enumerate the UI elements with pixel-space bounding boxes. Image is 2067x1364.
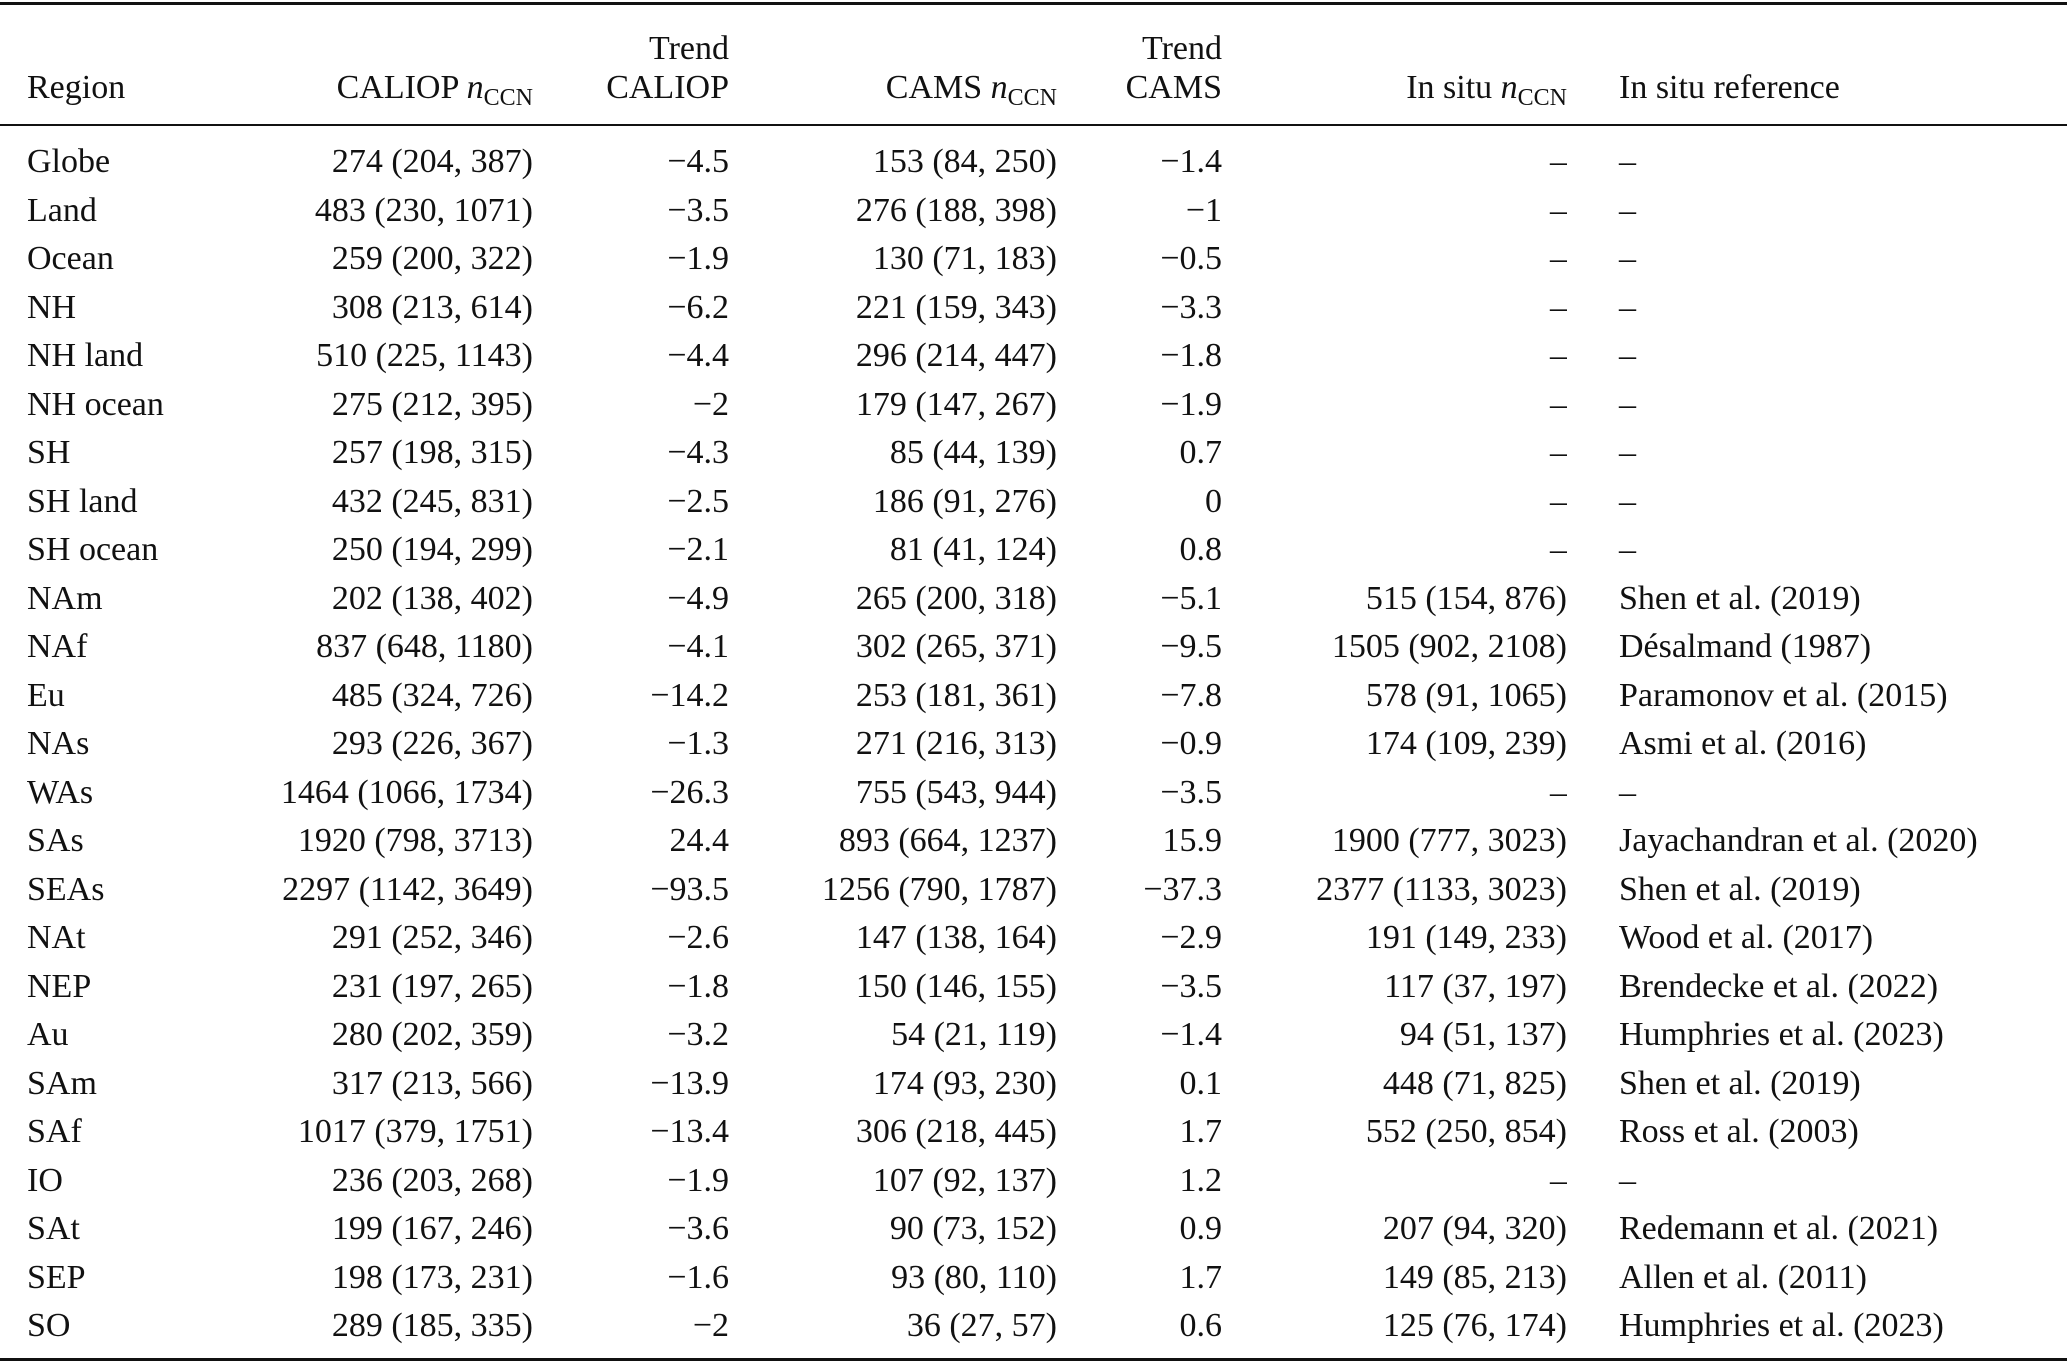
cell-trend-caliop: −13.4 (650, 1113, 729, 1151)
cell-trend-cams: −1.4 (1160, 143, 1222, 181)
cell-caliop-nccn: 1920 (798, 3713) (297, 822, 533, 860)
cell-region: SAm (27, 1064, 97, 1102)
cell-trend-cams: 1.2 (1179, 1161, 1222, 1199)
cell-cams-nccn: 130 (71, 183) (872, 240, 1057, 278)
cell-trend-cams: −2.9 (1160, 919, 1222, 957)
table-body (0, 138, 2067, 1351)
cell-insitu-nccn: – (1550, 773, 1567, 811)
cell-insitu-reference: – (1619, 385, 1636, 423)
cell-cams-nccn: 107 (92, 137) (872, 1161, 1057, 1199)
table-row (0, 284, 2067, 333)
table-row (0, 429, 2067, 478)
header-region: Region (27, 69, 126, 106)
table-row (0, 187, 2067, 236)
cell-caliop-nccn: 236 (203, 268) (331, 1161, 533, 1199)
table-row (0, 1254, 2067, 1303)
cell-insitu-nccn: – (1550, 531, 1567, 569)
cell-insitu-nccn: 515 (154, 876) (1365, 579, 1567, 617)
table-row (0, 1157, 2067, 1206)
cell-insitu-reference: – (1619, 434, 1636, 472)
cell-cams-nccn: 85 (44, 139) (889, 434, 1057, 472)
cell-cams-nccn: 186 (91, 276) (872, 482, 1057, 520)
cell-insitu-reference: Allen et al. (2011) (1619, 1258, 1867, 1296)
cell-cams-nccn: 93 (80, 110) (891, 1258, 1057, 1296)
cell-region: SEAs (27, 870, 105, 908)
table-row (0, 478, 2067, 527)
cell-insitu-reference: Wood et al. (2017) (1619, 919, 1874, 957)
cell-insitu-reference: Ross et al. (2003) (1619, 1113, 1859, 1151)
cell-region: SEP (27, 1258, 86, 1296)
cell-cams-nccn: 90 (73, 152) (889, 1210, 1057, 1248)
cell-insitu-nccn: – (1550, 288, 1567, 326)
cell-caliop-nccn: 250 (194, 299) (331, 531, 533, 569)
cell-insitu-nccn: 125 (76, 174) (1382, 1307, 1567, 1345)
cell-trend-caliop: −1.6 (667, 1258, 729, 1296)
cell-region: Au (27, 1016, 69, 1054)
cell-trend-caliop: −4.5 (667, 143, 729, 181)
table-row (0, 332, 2067, 381)
cell-insitu-reference: Shen et al. (2019) (1619, 870, 1861, 908)
cell-insitu-nccn: 207 (94, 320) (1382, 1210, 1567, 1248)
cell-region: Eu (27, 676, 65, 714)
cell-trend-caliop: −2.5 (667, 482, 729, 520)
cell-insitu-nccn: 2377 (1133, 3023) (1316, 870, 1567, 908)
cell-trend-cams: −1.4 (1160, 1016, 1222, 1054)
cell-trend-cams: 1.7 (1179, 1113, 1222, 1151)
cell-region: NH ocean (27, 385, 164, 423)
table-row (0, 769, 2067, 818)
cell-trend-caliop: 24.4 (669, 822, 729, 860)
cell-cams-nccn: 302 (265, 371) (855, 628, 1057, 666)
table-row (0, 235, 2067, 284)
cell-region: NAm (27, 579, 103, 617)
cell-cams-nccn: 174 (93, 230) (872, 1064, 1057, 1102)
table-bottom-rule (0, 1358, 2067, 1361)
cell-region: IO (27, 1161, 63, 1199)
cell-caliop-nccn: 1017 (379, 1751) (297, 1113, 533, 1151)
cell-trend-cams: −0.5 (1160, 240, 1222, 278)
cell-insitu-reference: – (1619, 240, 1636, 278)
cell-caliop-nccn: 259 (200, 322) (331, 240, 533, 278)
table-row (0, 914, 2067, 963)
cell-caliop-nccn: 275 (212, 395) (331, 385, 533, 423)
cell-trend-cams: 0.9 (1179, 1210, 1222, 1248)
header-cams-nccn: CAMS $n_{CCN}$ (885, 69, 1057, 111)
cell-caliop-nccn: 317 (213, 566) (331, 1064, 533, 1102)
cell-trend-caliop: −3.6 (667, 1210, 729, 1248)
cell-trend-caliop: −93.5 (650, 870, 729, 908)
cell-insitu-reference: Paramonov et al. (2015) (1619, 676, 1948, 714)
table-row (0, 866, 2067, 915)
cell-trend-cams: 0.1 (1179, 1064, 1222, 1102)
cell-trend-cams: 1.7 (1179, 1258, 1222, 1296)
cell-cams-nccn: 271 (216, 313) (855, 725, 1057, 763)
cell-cams-nccn: 755 (543, 944) (855, 773, 1057, 811)
cell-region: NH land (27, 337, 144, 375)
table-row (0, 1011, 2067, 1060)
cell-caliop-nccn: 199 (167, 246) (331, 1210, 533, 1248)
cell-trend-caliop: −1.9 (667, 240, 729, 278)
cell-insitu-reference: Humphries et al. (2023) (1619, 1016, 1944, 1054)
cell-cams-nccn: 147 (138, 164) (855, 919, 1057, 957)
cell-insitu-nccn: 94 (51, 137) (1399, 1016, 1567, 1054)
cell-trend-cams: −1 (1185, 191, 1222, 229)
cell-cams-nccn: 81 (41, 124) (889, 531, 1057, 569)
cell-trend-caliop: −3.2 (667, 1016, 729, 1054)
cell-caliop-nccn: 483 (230, 1071) (314, 191, 533, 229)
cell-insitu-nccn: – (1550, 143, 1567, 181)
cell-cams-nccn: 893 (664, 1237) (838, 822, 1057, 860)
cell-insitu-reference: – (1619, 482, 1636, 520)
cell-caliop-nccn: 293 (226, 367) (331, 725, 533, 763)
cell-trend-caliop: −1.9 (667, 1161, 729, 1199)
cell-region: NAt (27, 919, 86, 957)
cell-cams-nccn: 179 (147, 267) (855, 385, 1057, 423)
table-row (0, 575, 2067, 624)
cell-insitu-nccn: – (1550, 1161, 1567, 1199)
cell-caliop-nccn: 198 (173, 231) (331, 1258, 533, 1296)
cell-region: SAf (27, 1113, 82, 1151)
cell-region: NAf (27, 628, 88, 666)
cell-insitu-reference: Shen et al. (2019) (1619, 1064, 1861, 1102)
table-row (0, 1205, 2067, 1254)
cell-insitu-reference: Humphries et al. (2023) (1619, 1307, 1944, 1345)
cell-trend-caliop: −2 (692, 385, 729, 423)
header-trend-caliop-line1: Trend (649, 30, 729, 67)
cell-trend-cams: −3.5 (1160, 967, 1222, 1005)
cell-insitu-nccn: 174 (109, 239) (1365, 725, 1567, 763)
cell-trend-caliop: −26.3 (650, 773, 729, 811)
cell-trend-caliop: −4.1 (667, 628, 729, 666)
cell-caliop-nccn: 257 (198, 315) (331, 434, 533, 472)
cell-caliop-nccn: 432 (245, 831) (331, 482, 533, 520)
cell-insitu-nccn: 1505 (902, 2108) (1331, 628, 1567, 666)
cell-caliop-nccn: 280 (202, 359) (331, 1016, 533, 1054)
cell-insitu-reference: – (1619, 288, 1636, 326)
cell-region: SAt (27, 1210, 80, 1248)
table-row (0, 963, 2067, 1012)
table-row (0, 672, 2067, 721)
header-trend-cams-line1: Trend (1142, 30, 1222, 67)
cell-caliop-nccn: 308 (213, 614) (331, 288, 533, 326)
header-trend-caliop-line2: CALIOP (606, 69, 729, 106)
cell-region: Land (27, 191, 97, 229)
cell-trend-caliop: −3.5 (667, 191, 729, 229)
cell-trend-caliop: −2 (692, 1307, 729, 1345)
cell-trend-cams: −3.3 (1160, 288, 1222, 326)
cell-insitu-nccn: – (1550, 337, 1567, 375)
cell-insitu-reference: – (1619, 1161, 1636, 1199)
cell-caliop-nccn: 202 (138, 402) (331, 579, 533, 617)
cell-trend-caliop: −13.9 (650, 1064, 729, 1102)
table-header (0, 0, 2067, 138)
cell-insitu-reference: – (1619, 773, 1636, 811)
cell-insitu-nccn: 117 (37, 197) (1384, 967, 1567, 1005)
table-row (0, 720, 2067, 769)
cell-trend-cams: −1.8 (1160, 337, 1222, 375)
cell-trend-cams: −1.9 (1160, 385, 1222, 423)
header-caliop-nccn: CALIOP $n_{CCN}$ (336, 69, 533, 111)
cell-cams-nccn: 276 (188, 398) (855, 191, 1057, 229)
cell-insitu-nccn: 578 (91, 1065) (1365, 676, 1567, 714)
cell-trend-cams: 0.6 (1179, 1307, 1222, 1345)
cell-insitu-reference: – (1619, 143, 1636, 181)
header-insitu-reference: In situ reference (1619, 69, 1840, 106)
cell-trend-caliop: −2.6 (667, 919, 729, 957)
cell-insitu-nccn: – (1550, 240, 1567, 278)
cell-caliop-nccn: 231 (197, 265) (331, 967, 533, 1005)
header-insitu-nccn: In situ $n_{CCN}$ (1406, 69, 1567, 111)
cell-cams-nccn: 221 (159, 343) (855, 288, 1057, 326)
cell-insitu-nccn: – (1550, 385, 1567, 423)
cell-region: SH (27, 434, 71, 472)
cell-trend-cams: 15.9 (1162, 822, 1222, 860)
cell-trend-caliop: −4.4 (667, 337, 729, 375)
cell-region: SO (27, 1307, 71, 1345)
cell-trend-cams: −9.5 (1160, 628, 1222, 666)
cell-trend-cams: −37.3 (1143, 870, 1222, 908)
table-row (0, 1060, 2067, 1109)
table-row (0, 817, 2067, 866)
cell-caliop-nccn: 1464 (1066, 1734) (280, 773, 533, 811)
cell-cams-nccn: 36 (27, 57) (906, 1307, 1057, 1345)
cell-trend-caliop: −4.3 (667, 434, 729, 472)
cell-insitu-nccn: 191 (149, 233) (1365, 919, 1567, 957)
table-row (0, 1108, 2067, 1157)
cell-cams-nccn: 265 (200, 318) (855, 579, 1057, 617)
cell-insitu-nccn: 552 (250, 854) (1365, 1113, 1567, 1151)
cell-region: NH (27, 288, 77, 326)
cell-trend-caliop: −1.3 (667, 725, 729, 763)
table-row (0, 623, 2067, 672)
cell-cams-nccn: 306 (218, 445) (855, 1113, 1057, 1151)
cell-trend-cams: −7.8 (1160, 676, 1222, 714)
cell-trend-caliop: −1.8 (667, 967, 729, 1005)
cell-trend-cams: 0.7 (1179, 434, 1222, 472)
cell-trend-cams: −3.5 (1160, 773, 1222, 811)
table-row (0, 381, 2067, 430)
cell-caliop-nccn: 837 (648, 1180) (316, 628, 533, 666)
cell-region: SH land (27, 482, 138, 520)
cell-region: Globe (27, 143, 111, 181)
cell-cams-nccn: 253 (181, 361) (855, 676, 1057, 714)
cell-caliop-nccn: 274 (204, 387) (331, 143, 533, 181)
cell-insitu-nccn: – (1550, 434, 1567, 472)
cell-caliop-nccn: 485 (324, 726) (331, 676, 533, 714)
cell-insitu-nccn: 448 (71, 825) (1382, 1064, 1567, 1102)
cell-cams-nccn: 150 (146, 155) (855, 967, 1057, 1005)
cell-insitu-reference: Shen et al. (2019) (1619, 579, 1861, 617)
cell-insitu-nccn: – (1550, 191, 1567, 229)
cell-insitu-nccn: – (1550, 482, 1567, 520)
cell-cams-nccn: 1256 (790, 1787) (821, 870, 1057, 908)
cell-insitu-nccn: 149 (85, 213) (1382, 1258, 1567, 1296)
cell-cams-nccn: 296 (214, 447) (855, 337, 1057, 375)
table-row (0, 138, 2067, 187)
cell-trend-caliop: −4.9 (667, 579, 729, 617)
cell-insitu-reference: Redemann et al. (2021) (1619, 1210, 1939, 1248)
cell-insitu-reference: Brendecke et al. (2022) (1619, 967, 1939, 1005)
cell-insitu-reference: – (1619, 531, 1636, 569)
cell-trend-cams: −0.9 (1160, 725, 1222, 763)
cell-region: SAs (27, 822, 84, 860)
cell-insitu-reference: – (1619, 191, 1636, 229)
cell-trend-cams: −5.1 (1160, 579, 1222, 617)
cell-region: SH ocean (27, 531, 159, 569)
cell-insitu-reference: Désalmand (1987) (1619, 628, 1872, 666)
table-row (0, 1302, 2067, 1351)
cell-insitu-reference: Asmi et al. (2016) (1619, 725, 1867, 763)
cell-caliop-nccn: 510 (225, 1143) (316, 337, 533, 375)
cell-caliop-nccn: 289 (185, 335) (331, 1307, 533, 1345)
table-row (0, 526, 2067, 575)
cell-trend-cams: 0 (1205, 482, 1222, 520)
cell-insitu-reference: – (1619, 337, 1636, 375)
cell-region: NAs (27, 725, 90, 763)
cell-caliop-nccn: 2297 (1142, 3649) (282, 870, 533, 908)
cell-region: NEP (27, 967, 92, 1005)
cell-cams-nccn: 54 (21, 119) (891, 1016, 1057, 1054)
cell-caliop-nccn: 291 (252, 346) (331, 919, 533, 957)
cell-trend-caliop: −2.1 (667, 531, 729, 569)
cell-trend-caliop: −6.2 (667, 288, 729, 326)
cell-trend-caliop: −14.2 (650, 676, 729, 714)
cell-insitu-reference: Jayachandran et al. (2020) (1619, 822, 1978, 860)
cell-cams-nccn: 153 (84, 250) (872, 143, 1057, 181)
cell-region: Ocean (27, 240, 114, 278)
header-trend-cams-line2: CAMS (1125, 69, 1222, 106)
cell-region: WAs (27, 773, 94, 811)
cell-trend-cams: 0.8 (1179, 531, 1222, 569)
cell-insitu-nccn: 1900 (777, 3023) (1331, 822, 1567, 860)
